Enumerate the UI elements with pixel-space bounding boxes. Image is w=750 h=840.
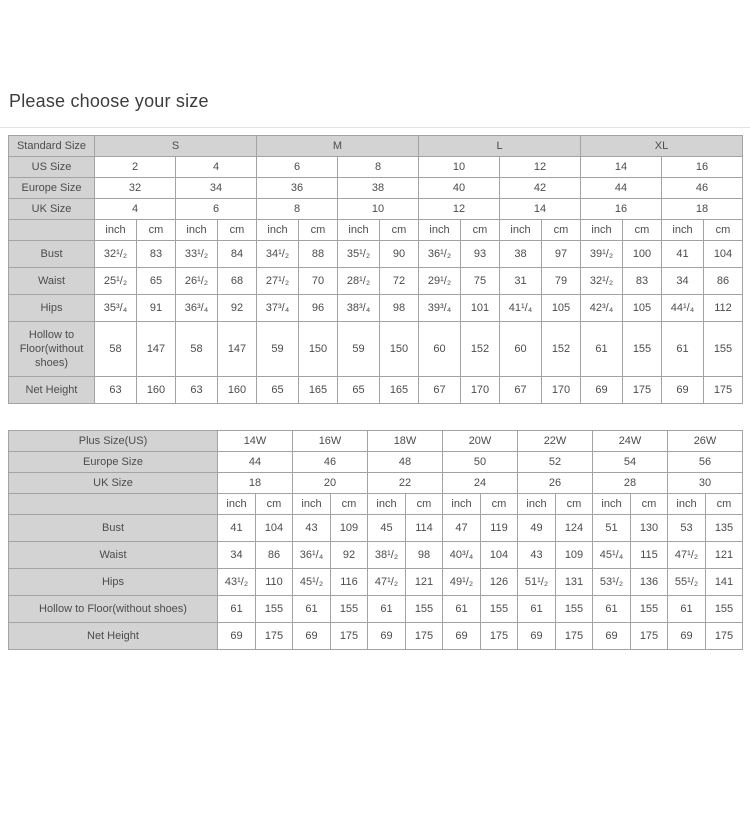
cell: 141 (706, 569, 743, 596)
cell: 104 (704, 241, 743, 268)
cell: 165 (380, 377, 419, 404)
cell: 59 (338, 322, 380, 377)
cell: cm (331, 494, 368, 515)
cell: 36¹/₄ (293, 542, 331, 569)
cell: 116 (331, 569, 368, 596)
cell: 61 (368, 596, 406, 623)
cell: 61 (518, 596, 556, 623)
cell: inch (257, 220, 299, 241)
cell: 30 (668, 473, 743, 494)
cell: 42³/₄ (581, 295, 623, 322)
cell: 155 (631, 596, 668, 623)
cell: 114 (406, 515, 443, 542)
cell: 18 (662, 199, 743, 220)
cell: 147 (218, 322, 257, 377)
cell: 65 (137, 268, 176, 295)
row-label: Europe Size (9, 452, 218, 473)
cell: 55¹/₂ (668, 569, 706, 596)
cell: 96 (299, 295, 338, 322)
cell: cm (137, 220, 176, 241)
cell: 67 (500, 377, 542, 404)
table-row (9, 241, 743, 268)
cell: 10 (419, 157, 500, 178)
cell: 135 (706, 515, 743, 542)
cell: 34 (218, 542, 256, 569)
cell: 8 (257, 199, 338, 220)
table-row (9, 431, 743, 452)
cell: 72 (380, 268, 419, 295)
cell: 34 (176, 178, 257, 199)
cell: 14W (218, 431, 293, 452)
cell: cm (481, 494, 518, 515)
cell: cm (218, 220, 257, 241)
cell: 124 (556, 515, 593, 542)
cell: XL (581, 136, 743, 157)
cell: 36³/₄ (176, 295, 218, 322)
cell: 155 (623, 322, 662, 377)
cell: 136 (631, 569, 668, 596)
cell: 44 (581, 178, 662, 199)
cell: 58 (95, 322, 137, 377)
cell: 97 (542, 241, 581, 268)
cell: 22 (368, 473, 443, 494)
cell: 49¹/₂ (443, 569, 481, 596)
cell: 36¹/₂ (419, 241, 461, 268)
cell: 109 (331, 515, 368, 542)
cell: inch (443, 494, 481, 515)
cell: 100 (623, 241, 662, 268)
table-row (9, 295, 743, 322)
cell: 38³/₄ (338, 295, 380, 322)
cell: 84 (218, 241, 257, 268)
cell: 69 (443, 623, 481, 650)
row-label: Waist (9, 268, 95, 295)
cell: cm (461, 220, 500, 241)
cell: 98 (406, 542, 443, 569)
cell: S (95, 136, 257, 157)
cell: 147 (137, 322, 176, 377)
cell: 155 (406, 596, 443, 623)
cell: 28 (593, 473, 668, 494)
cell: 92 (218, 295, 257, 322)
cell: cm (704, 220, 743, 241)
cell: 155 (256, 596, 293, 623)
cell: 59 (257, 322, 299, 377)
cell: M (257, 136, 419, 157)
cell: 88 (299, 241, 338, 268)
cell: 83 (623, 268, 662, 295)
cell: 16 (581, 199, 662, 220)
cell: 37³/₄ (257, 295, 299, 322)
cell: 45¹/₂ (293, 569, 331, 596)
cell: 44 (218, 452, 293, 473)
cell: 69 (293, 623, 331, 650)
cell: 4 (95, 199, 176, 220)
cell: 152 (542, 322, 581, 377)
cell: inch (293, 494, 331, 515)
cell: inch (593, 494, 631, 515)
cell: 16W (293, 431, 368, 452)
row-label: Hips (9, 569, 218, 596)
cell: 175 (631, 623, 668, 650)
cell: inch (500, 220, 542, 241)
table-row (9, 322, 743, 377)
table-row (9, 596, 743, 623)
table-row (9, 178, 743, 199)
row-label: Standard Size (9, 136, 95, 157)
cell: 33¹/₂ (176, 241, 218, 268)
cell: 47 (443, 515, 481, 542)
cell: 175 (331, 623, 368, 650)
cell: 14 (500, 199, 581, 220)
cell: 175 (556, 623, 593, 650)
row-label: Net Height (9, 377, 95, 404)
row-label: UK Size (9, 199, 95, 220)
cell: 69 (662, 377, 704, 404)
table-row (9, 515, 743, 542)
cell: 49 (518, 515, 556, 542)
cell: 20 (293, 473, 368, 494)
cell: 115 (631, 542, 668, 569)
cell: 175 (706, 623, 743, 650)
cell: 26¹/₂ (176, 268, 218, 295)
cell: 32 (95, 178, 176, 199)
cell: 24 (443, 473, 518, 494)
cell: 38 (500, 241, 542, 268)
cell: 41 (218, 515, 256, 542)
divider-rule (0, 127, 750, 128)
cell: inch (218, 494, 256, 515)
cell: 12 (419, 199, 500, 220)
row-label: Bust (9, 515, 218, 542)
table-row (9, 220, 743, 241)
cell: 152 (461, 322, 500, 377)
row-label: US Size (9, 157, 95, 178)
cell: 46 (662, 178, 743, 199)
cell: 60 (419, 322, 461, 377)
cell: 51¹/₂ (518, 569, 556, 596)
cell: 131 (556, 569, 593, 596)
cell: 26 (518, 473, 593, 494)
cell: 160 (218, 377, 257, 404)
cell: inch (95, 220, 137, 241)
page-title: Please choose your size (9, 91, 209, 111)
cell: 175 (406, 623, 443, 650)
row-label: Europe Size (9, 178, 95, 199)
cell: 155 (556, 596, 593, 623)
cell: 39³/₄ (419, 295, 461, 322)
cell: 34¹/₂ (257, 241, 299, 268)
cell: 155 (481, 596, 518, 623)
cell: 41¹/₄ (500, 295, 542, 322)
cell: cm (706, 494, 743, 515)
cell: 61 (662, 322, 704, 377)
cell: 79 (542, 268, 581, 295)
cell: 12 (500, 157, 581, 178)
cell: 38 (338, 178, 419, 199)
row-label: Waist (9, 542, 218, 569)
cell: 47¹/₂ (668, 542, 706, 569)
cell: 104 (256, 515, 293, 542)
cell: 61 (668, 596, 706, 623)
cell: 110 (256, 569, 293, 596)
cell: 65 (338, 377, 380, 404)
cell: 51 (593, 515, 631, 542)
cell: 175 (704, 377, 743, 404)
cell: 43¹/₂ (218, 569, 256, 596)
cell: 50 (443, 452, 518, 473)
cell: 119 (481, 515, 518, 542)
table-row (9, 268, 743, 295)
cell: 86 (256, 542, 293, 569)
cell: 40 (419, 178, 500, 199)
cell: 35¹/₂ (338, 241, 380, 268)
size-guide-page (0, 90, 750, 840)
cell: 41 (662, 241, 704, 268)
cell: 83 (137, 241, 176, 268)
cell: inch (338, 220, 380, 241)
cell: cm (299, 220, 338, 241)
cell: 69 (668, 623, 706, 650)
cell: 126 (481, 569, 518, 596)
row-label: Hollow to Floor(without shoes) (9, 596, 218, 623)
cell: 65 (257, 377, 299, 404)
cell: 22W (518, 431, 593, 452)
cell: 155 (704, 322, 743, 377)
cell: 40³/₄ (443, 542, 481, 569)
table-row (9, 452, 743, 473)
table-row (9, 136, 743, 157)
cell: 68 (218, 268, 257, 295)
cell: cm (623, 220, 662, 241)
cell: 121 (406, 569, 443, 596)
cell: 63 (95, 377, 137, 404)
cell: 69 (368, 623, 406, 650)
cell: 36 (257, 178, 338, 199)
plus-size-table (8, 430, 743, 650)
cell: 18W (368, 431, 443, 452)
cell: 130 (631, 515, 668, 542)
cell: 43 (518, 542, 556, 569)
cell: 26W (668, 431, 743, 452)
cell: cm (406, 494, 443, 515)
cell: inch (419, 220, 461, 241)
cell: 175 (481, 623, 518, 650)
cell: 2 (95, 157, 176, 178)
cell: 61 (443, 596, 481, 623)
cell: 47¹/₂ (368, 569, 406, 596)
table-row (9, 157, 743, 178)
cell: 45¹/₄ (593, 542, 631, 569)
cell: 75 (461, 268, 500, 295)
table-row (9, 377, 743, 404)
row-label: Hips (9, 295, 95, 322)
cell: 61 (293, 596, 331, 623)
cell: 54 (593, 452, 668, 473)
cell: 32¹/₂ (95, 241, 137, 268)
cell: 25¹/₂ (95, 268, 137, 295)
cell: 121 (706, 542, 743, 569)
cell: 175 (623, 377, 662, 404)
cell: 61 (218, 596, 256, 623)
cell: 155 (706, 596, 743, 623)
cell: 112 (704, 295, 743, 322)
table-row (9, 473, 743, 494)
cell: 45 (368, 515, 406, 542)
row-label: UK Size (9, 473, 218, 494)
row-label: Bust (9, 241, 95, 268)
cell: 104 (481, 542, 518, 569)
cell: 18 (218, 473, 293, 494)
cell: cm (556, 494, 593, 515)
cell: 105 (623, 295, 662, 322)
cell: 69 (518, 623, 556, 650)
cell: 150 (299, 322, 338, 377)
cell: 109 (556, 542, 593, 569)
cell: 6 (176, 199, 257, 220)
table-row (9, 542, 743, 569)
cell: 101 (461, 295, 500, 322)
cell: 27¹/₂ (257, 268, 299, 295)
cell: 14 (581, 157, 662, 178)
cell: 44¹/₄ (662, 295, 704, 322)
cell: 63 (176, 377, 218, 404)
cell: 20W (443, 431, 518, 452)
cell: 35³/₄ (95, 295, 137, 322)
cell: 32¹/₂ (581, 268, 623, 295)
cell: 53¹/₂ (593, 569, 631, 596)
cell: 155 (331, 596, 368, 623)
table-row (9, 199, 743, 220)
cell: 170 (461, 377, 500, 404)
cell: 56 (668, 452, 743, 473)
cell: 4 (176, 157, 257, 178)
cell: L (419, 136, 581, 157)
table-row (9, 494, 743, 515)
table-row (9, 569, 743, 596)
cell: 60 (500, 322, 542, 377)
cell: 16 (662, 157, 743, 178)
cell: 39¹/₂ (581, 241, 623, 268)
cell: 10 (338, 199, 419, 220)
cell: inch (368, 494, 406, 515)
cell: 24W (593, 431, 668, 452)
standard-size-table (8, 135, 743, 404)
cell: 160 (137, 377, 176, 404)
cell: 175 (256, 623, 293, 650)
row-label: Plus Size(US) (9, 431, 218, 452)
cell: inch (176, 220, 218, 241)
cell: cm (380, 220, 419, 241)
cell: 93 (461, 241, 500, 268)
cell: 69 (593, 623, 631, 650)
cell: 150 (380, 322, 419, 377)
cell: 52 (518, 452, 593, 473)
cell: cm (542, 220, 581, 241)
cell: 69 (218, 623, 256, 650)
cell: 53 (668, 515, 706, 542)
cell: inch (581, 220, 623, 241)
cell: 90 (380, 241, 419, 268)
cell: 61 (581, 322, 623, 377)
cell: 170 (542, 377, 581, 404)
cell: 38¹/₂ (368, 542, 406, 569)
cell: 29¹/₂ (419, 268, 461, 295)
cell: 105 (542, 295, 581, 322)
cell: 6 (257, 157, 338, 178)
table-row (9, 623, 743, 650)
cell: 46 (293, 452, 368, 473)
cell: inch (668, 494, 706, 515)
cell: 28¹/₂ (338, 268, 380, 295)
cell: 43 (293, 515, 331, 542)
cell: 69 (581, 377, 623, 404)
row-label (9, 220, 95, 241)
cell: 92 (331, 542, 368, 569)
cell: 8 (338, 157, 419, 178)
cell: 70 (299, 268, 338, 295)
cell: 67 (419, 377, 461, 404)
cell: 61 (593, 596, 631, 623)
row-label (9, 494, 218, 515)
cell: 58 (176, 322, 218, 377)
cell: 98 (380, 295, 419, 322)
cell: 165 (299, 377, 338, 404)
cell: 91 (137, 295, 176, 322)
cell: 31 (500, 268, 542, 295)
row-label: Hollow to Floor(without shoes) (9, 322, 95, 377)
cell: 42 (500, 178, 581, 199)
cell: 34 (662, 268, 704, 295)
cell: inch (518, 494, 556, 515)
cell: 86 (704, 268, 743, 295)
cell: 48 (368, 452, 443, 473)
row-label: Net Height (9, 623, 218, 650)
cell: inch (662, 220, 704, 241)
cell: cm (631, 494, 668, 515)
cell: cm (256, 494, 293, 515)
